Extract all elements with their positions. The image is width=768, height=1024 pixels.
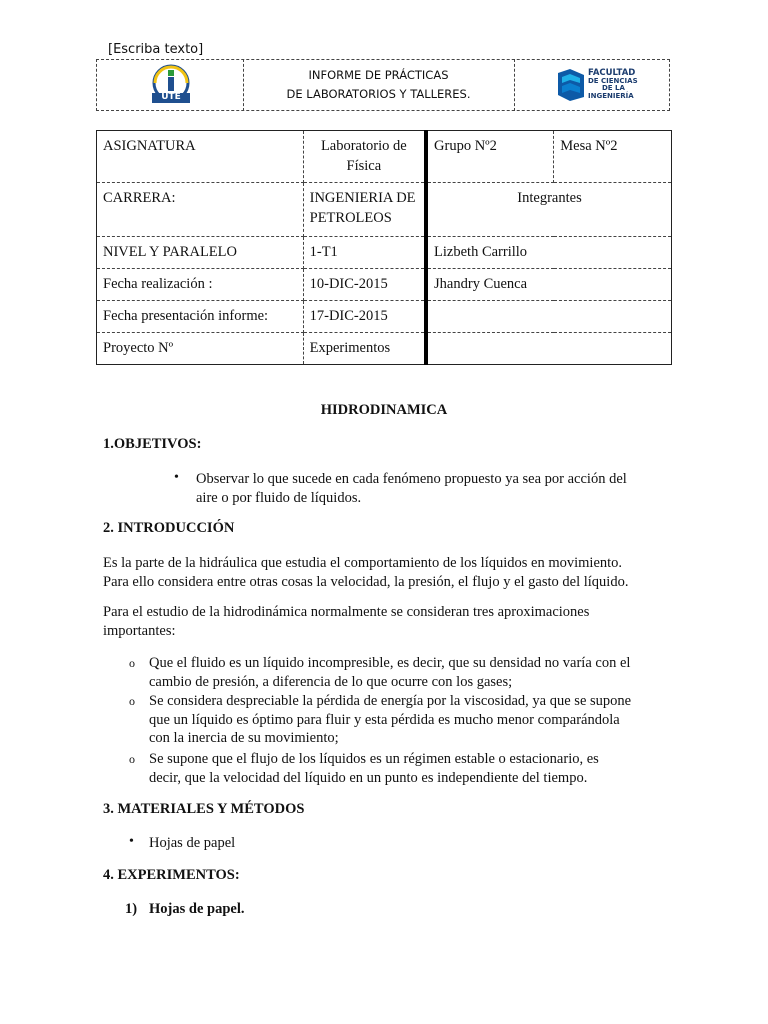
materiales-heading: 3. MATERIALES Y MÉTODOS: [103, 801, 305, 817]
paragraph-line: importantes:: [103, 622, 176, 639]
ute-logo-text: UTE: [161, 92, 181, 102]
objetivos-heading: 1.OBJETIVOS:: [103, 436, 202, 452]
paragraph-line: Para el estudio de la hidrodinámica normalmente se consideran tres aproximaciones: [103, 604, 590, 620]
info-table: [96, 130, 672, 365]
objetivos-bullet: [196, 470, 676, 507]
mesa-value: Mesa Nº2: [554, 131, 672, 183]
paragraph-line: Para ello considera entre otras cosas la velocidad, la presión, el flujo y el gasto del líquido.: [103, 573, 629, 590]
carrera-label: CARRERA:: [97, 183, 304, 237]
table-row: [97, 131, 672, 183]
report-title: [243, 66, 514, 104]
proyecto-value: Experimentos: [303, 333, 426, 365]
faculty-logo: [556, 69, 662, 103]
table-row: [97, 269, 672, 301]
table-row: [97, 237, 672, 269]
fecha-realizacion-value: 10-DIC-2015: [303, 269, 426, 301]
experimentos-item-number: 1): [125, 901, 138, 917]
item-line: con la inercia de su movimiento;: [149, 730, 339, 746]
table-row: [97, 183, 672, 237]
item-line: Que el fluido es un líquido incompresible, es decir, que su densidad no varía con el: [149, 655, 631, 671]
carrera-value: INGENIERIA DE PETROLEOS: [303, 183, 426, 237]
aproximacion-item: [149, 654, 679, 691]
experimentos-heading: 4. EXPERIMENTOS:: [103, 867, 240, 883]
item-line: decir, que la velocidad del líquido en un punto es independiente del tiempo.: [149, 769, 588, 786]
experimentos-item: Hojas de papel.: [149, 901, 245, 917]
fecha-presentacion-label: Fecha presentación informe:: [97, 301, 304, 333]
nivel-label: NIVEL Y PARALELO: [97, 237, 304, 269]
introduccion-paragraph-2: [103, 603, 683, 640]
objetivos-bullet-line: aire o por fluido de líquidos.: [196, 489, 362, 506]
table-row: [97, 333, 672, 365]
fecha-presentacion-value: 17-DIC-2015: [303, 301, 426, 333]
member-empty: [426, 301, 671, 333]
faculty-logo-line: INGENIERÍA: [588, 91, 634, 100]
member-2: Jhandry Cuenca: [426, 269, 671, 301]
header-tag: [Escriba texto]: [108, 42, 204, 57]
grupo-value: Grupo Nº2: [426, 131, 554, 183]
table-row: [97, 301, 672, 333]
faculty-logo-line: DE CIENCIAS: [588, 76, 638, 85]
fecha-realizacion-label: Fecha realización :: [97, 269, 304, 301]
asignatura-value: Laboratorio de Física: [303, 131, 426, 183]
proyecto-label: Proyecto Nº: [97, 333, 304, 365]
faculty-logo-line: DE LA: [602, 84, 625, 92]
introduccion-paragraph-1: [103, 554, 683, 591]
materiales-item: Hojas de papel: [149, 835, 236, 851]
ute-logo: [146, 64, 196, 108]
item-line: Se supone que el flujo de los líquidos es un régimen estable o estacionario, es: [149, 751, 599, 767]
circle-bullet-icon: o: [129, 752, 135, 766]
report-title-line2: DE LABORATORIOS Y TALLERES.: [286, 87, 471, 101]
bullet-icon: •: [174, 470, 179, 485]
nivel-value: 1-T1: [303, 237, 426, 269]
introduccion-heading: 2. INTRODUCCIÓN: [103, 520, 235, 536]
item-line: cambio de presión, a diferencia de lo que ocurre con los gases;: [149, 673, 513, 690]
bullet-icon: •: [129, 834, 134, 849]
paragraph-line: Es la parte de la hidráulica que estudia el comportamiento de los líquidos en movimiento.: [103, 555, 623, 571]
header-divider: [514, 59, 515, 111]
aproximacion-item: [149, 750, 679, 787]
asignatura-label: ASIGNATURA: [97, 131, 304, 183]
circle-bullet-icon: o: [129, 694, 135, 708]
objetivos-bullet-line: Observar lo que sucede en cada fenómeno propuesto ya sea por acción del: [196, 471, 627, 487]
member-empty: [426, 333, 671, 365]
faculty-logo-line: FACULTAD: [588, 68, 636, 78]
item-line: Se considera despreciable la pérdida de energía por la viscosidad, ya que se supone: [149, 693, 632, 709]
integrantes-label: Integrantes: [426, 183, 671, 237]
aproximacion-item: [149, 692, 679, 748]
document-title: HIDRODINAMICA: [320, 402, 448, 418]
member-1: Lizbeth Carrillo: [426, 237, 671, 269]
circle-bullet-icon: o: [129, 656, 135, 670]
report-title-line1: INFORME DE PRÁCTICAS: [308, 68, 449, 82]
item-line: que un líquido es óptimo para fluir y esta pérdida es mucho menor comparándola: [149, 711, 620, 728]
